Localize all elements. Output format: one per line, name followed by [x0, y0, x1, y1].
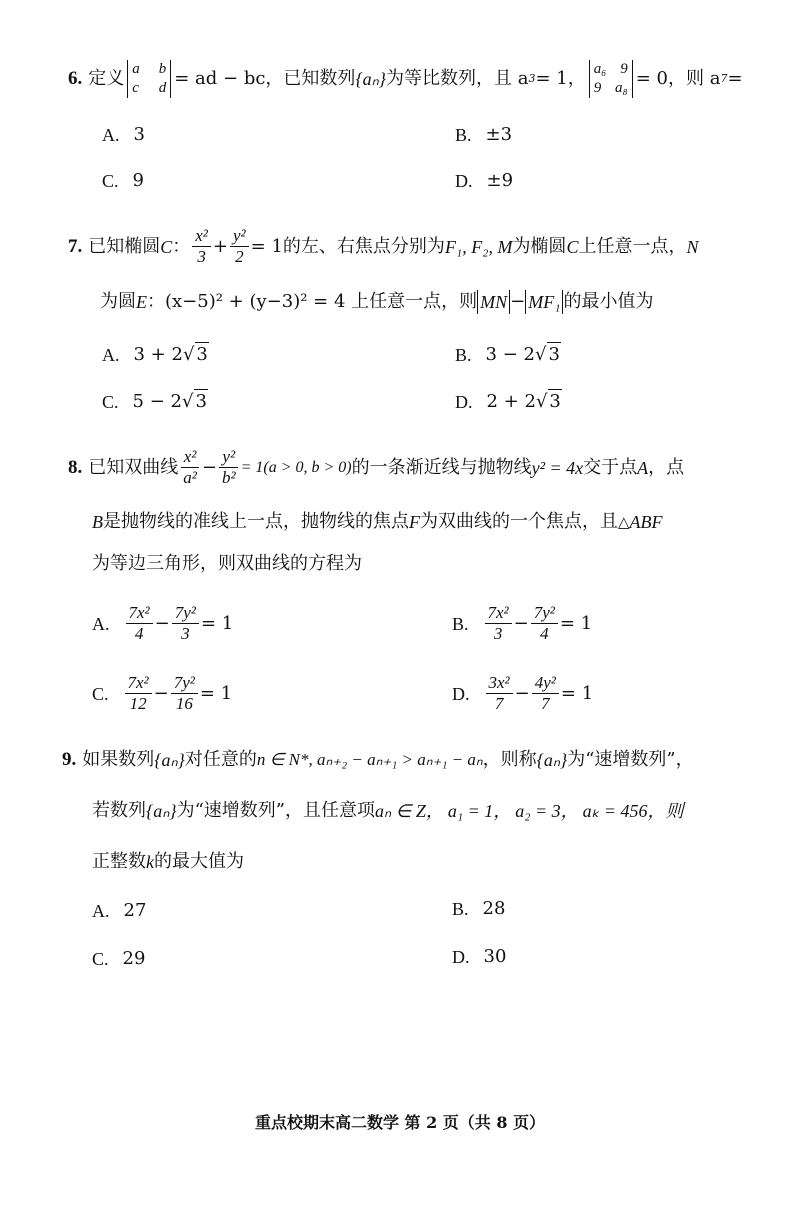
q8-option-c[interactable]: C. $\frac{\text{7x²}}{12}$ − $\frac{\text{7y²}}{16}$ = 1	[92, 673, 233, 713]
q6-stem: 6. 定义 a b c d = ad − bc，已知数列 {aₙ} 为等比数列，且 a 3 = 1， a₆ 9 9 a₈ = 0，则 a 7 =	[68, 61, 743, 96]
q9-stem-line1: 9. 如果数列 {aₙ} 对任意的 n ∈ N*, aₙ₊₂ − aₙ₊₁ > aₙ₊₁ − aₙ ，则称 {aₙ} 为“速增数列”，	[62, 749, 694, 770]
q7-stem-line2: 为圆 E ：(x−5)² + (y−3)² = 4 上任意一点，则 MN − MF₁ 的最小值为	[100, 291, 654, 312]
q8-option-a[interactable]: A. $\frac{\text{7x²}}{4}$ − $\frac{\text{7y²}}{3}$ = 1	[92, 603, 234, 643]
q6-option-d[interactable]: D. ±9	[455, 170, 514, 191]
q8-stem-line3: 为等边三角形，则双曲线的方程为	[92, 553, 362, 574]
q6-option-a[interactable]: A. 3	[102, 124, 145, 145]
fraction-y2-b2: $\frac{\text{y²}}{\text{b²}}$	[219, 447, 239, 488]
q9-stem-line2: 若数列 {aₙ} 为“速增数列”，且任意项 aₙ ∈ Z， a₁ = 1， a₂ = 3， aₖ = 456，则	[92, 800, 684, 821]
q9-option-c[interactable]: C. 29	[92, 948, 146, 969]
q7-stem-line1: 7. 已知椭圆 C ： $\frac{\text{x²}}{3}$ + $\frac{\text{y²}}{2}$ = 1的左、右焦点分别为 F₁, F₂, M 为椭圆 C 上任意一点， N	[68, 226, 699, 266]
q8-option-b[interactable]: B. $\frac{\text{7x²}}{3}$ − $\frac{\text{7y²}}{4}$ = 1	[452, 603, 593, 643]
q9-stem-line3: 正整数 k 的最大值为	[92, 851, 244, 872]
q9-option-d[interactable]: D. 30	[452, 946, 507, 967]
q9-option-a[interactable]: A. 27	[92, 900, 147, 921]
fraction-y2-2: $\frac{\text{y²}}{2}$	[230, 226, 249, 267]
q7-option-b[interactable]: B. 3 − 2 √ 3	[455, 343, 560, 365]
fraction-x2-a2: $\frac{\text{x²}}{\text{a²}}$	[180, 447, 200, 488]
q7-option-d[interactable]: D. 2 + 2 √ 3	[455, 390, 561, 412]
q7-option-c[interactable]: C. 5 − 2 √ 3	[102, 390, 207, 412]
q8-stem-line1: 8. 已知双曲线 $\frac{\text{x²}}{\text{a²}}$ − $\frac{\text{y²}}{\text{b²}}$ = 1(a > 0, b > 0) 的一条渐近线与抛物线 y² = 4x 交于点 A ，点	[68, 447, 685, 487]
page-footer: 重点校期末高二数学 第 2 页（共 8 页）	[254, 1113, 546, 1132]
q9-option-b[interactable]: B. 28	[452, 898, 506, 919]
q8-stem-line2: B 是抛物线的准线上一点，抛物线的焦点 F 为双曲线的一个焦点，且 △ ABF	[92, 511, 663, 532]
q8-option-d[interactable]: D. $\frac{\text{3x²}}{7}$ − $\frac{\text{4y²}}{7}$ = 1	[452, 673, 594, 713]
q7-option-a[interactable]: A. 3 + 2 √ 3	[102, 343, 208, 365]
determinant-definition: a b c d	[127, 60, 171, 98]
q6-option-b[interactable]: B. ±3	[455, 124, 513, 145]
determinant-condition: a₆ 9 9 a₈	[589, 60, 633, 98]
fraction-x2-3: $\frac{\text{x²}}{3}$	[192, 226, 211, 267]
q6-option-c[interactable]: C. 9	[102, 170, 144, 191]
